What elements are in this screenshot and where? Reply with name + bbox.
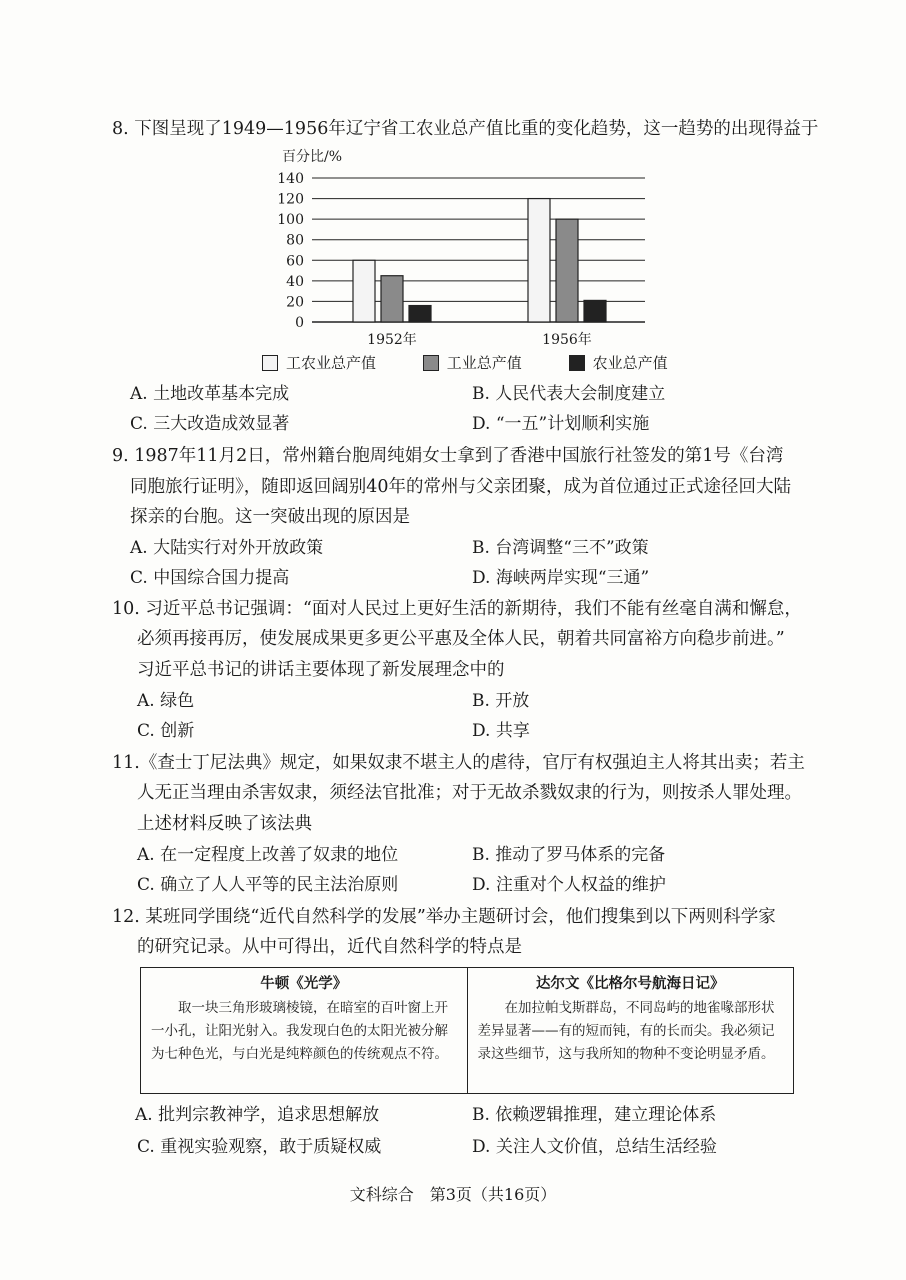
legend-item	[423, 352, 522, 373]
source-left-title: 牛顿《光学》	[260, 976, 348, 992]
q9-option-b[interactable]: B. 台湾调整“三不”政策	[472, 538, 649, 558]
legend-label: 工农业总产值	[286, 354, 377, 372]
bar-agriculture-1	[584, 300, 606, 322]
legend-label: 工业总产值	[446, 354, 522, 372]
bar-industry-0	[381, 276, 403, 322]
chart-legend	[262, 352, 710, 375]
y-tick-label: 100	[277, 212, 304, 229]
q11-option-d[interactable]: D. 注重对个人权益的维护	[472, 875, 666, 895]
source-right-title: 达尔文《比格尔号航海日记》	[536, 976, 725, 992]
q8-option-a[interactable]: A. 土地改革基本完成	[130, 384, 290, 404]
q10-option-b[interactable]: B. 开放	[472, 691, 530, 711]
q9-line: 9. 1987年11月2日，常州籍台胞周纯娟女士拿到了香港中国旅行社签发的第1号《台湾	[112, 446, 784, 466]
source-left	[141, 968, 467, 1093]
q12-option-c[interactable]: C. 重视实验观察，敢于质疑权威	[137, 1137, 382, 1157]
source-right-body: 在加拉帕戈斯群岛，不同岛屿的地雀喙部形状差异显著——有的短而钝，有的长而尖。我必须记录这些细节，这与我所知的物种不变论明显矛盾。	[477, 1000, 775, 1062]
legend-item	[569, 352, 668, 373]
source-right	[467, 968, 794, 1093]
x-tick-label: 1956年	[542, 332, 592, 348]
q8-option-c[interactable]: C. 三大改造成效显著	[130, 414, 290, 434]
q11-option-a[interactable]: A. 在一定程度上改善了奴隶的地位	[137, 845, 399, 865]
y-tick-label: 120	[277, 191, 304, 208]
y-tick-label: 0	[295, 315, 304, 331]
q12-option-b[interactable]: B. 依赖逻辑推理，建立理论体系	[472, 1105, 717, 1125]
q11-line: 人无正当理由杀害奴隶，须经法官批准；对于无故杀戮奴隶的行为，则按杀人罪处理。	[137, 783, 802, 803]
q9-option-a[interactable]: A. 大陆实行对外开放政策	[130, 538, 324, 558]
q11-option-b[interactable]: B. 推动了罗马体系的完备	[472, 845, 666, 865]
q9-option-c[interactable]: C. 中国综合国力提高	[130, 568, 290, 588]
x-tick-label: 1952年	[367, 332, 417, 348]
q12-option-d[interactable]: D. 关注人文价值，总结生活经验	[472, 1137, 717, 1157]
bar-total-1	[528, 199, 550, 322]
q11-line: 上述材料反映了该法典	[137, 814, 312, 834]
bar-total-0	[353, 260, 375, 322]
q9-option-d[interactable]: D. 海峡两岸实现“三通”	[472, 568, 650, 588]
source-table	[140, 967, 794, 1094]
q10-option-a[interactable]: A. 绿色	[137, 691, 195, 711]
q9-line: 探亲的台胞。这一突破出现的原因是	[130, 507, 410, 527]
legend-label: 农业总产值	[592, 354, 668, 372]
source-left-body: 取一块三角形玻璃棱镜，在暗室的百叶窗上开一小孔，让阳光射入。我发现白色的太阳光被分解为七种色光，与白光是纯粹颜色的传统观点不符。	[151, 1000, 448, 1062]
bar-agriculture-0	[409, 306, 431, 322]
y-tick-label: 80	[286, 232, 304, 249]
q12-option-a[interactable]: A. 批判宗教神学，追求思想解放	[135, 1105, 380, 1125]
q12-line: 的研究记录。从中可得出，近代自然科学的特点是	[137, 937, 522, 957]
q10-line: 必须再接再厉，使发展成果更多更公平惠及全体人民，朝着共同富裕方向稳步前进。”	[137, 629, 785, 649]
q10-option-c[interactable]: C. 创新	[137, 721, 195, 741]
y-tick-label: 60	[286, 253, 304, 270]
q8-option-b[interactable]: B. 人民代表大会制度建立	[472, 384, 666, 404]
legend-swatch-white	[262, 355, 278, 371]
q10-option-d[interactable]: D. 共享	[472, 721, 530, 741]
q8-option-d[interactable]: D. “一五”计划顺利实施	[472, 414, 650, 434]
page-footer: 文科综合 第3页（共16页）	[349, 1185, 557, 1204]
bar-industry-1	[556, 219, 578, 322]
q11-option-c[interactable]: C. 确立了人人平等的民主法治原则	[137, 875, 399, 895]
legend-swatch-gray	[423, 355, 439, 371]
q11-line: 11.《查士丁尼法典》规定，如果奴隶不堪主人的虐待，官厅有权强迫主人将其出卖；若主	[112, 753, 805, 773]
q10-line: 10. 习近平总书记强调：“面对人民过上更好生活的新期待，我们不能有丝毫自满和懈怠，	[112, 599, 802, 619]
q9-line: 同胞旅行证明》，随即返回阔别40年的常州与父亲团聚，成为首位通过正式途径回大陆	[130, 477, 792, 497]
q12-line: 12. 某班同学围绕“近代自然科学的发展”举办主题研讨会，他们搜集到以下两则科学家	[112, 907, 776, 927]
y-tick-label: 140	[277, 171, 304, 187]
legend-item	[262, 352, 376, 373]
q8-stem: 8. 下图呈现了1949—1956年辽宁省工农业总产值比重的变化趋势，这一趋势的出现得益于	[112, 119, 819, 139]
q10-line: 习近平总书记的讲话主要体现了新发展理念中的	[137, 660, 505, 680]
y-tick-label: 40	[286, 273, 304, 290]
chart-ylabel: 百分比/%	[282, 149, 343, 165]
legend-swatch-black	[569, 355, 585, 371]
y-tick-label: 20	[286, 294, 304, 311]
bar-chart	[250, 145, 670, 355]
